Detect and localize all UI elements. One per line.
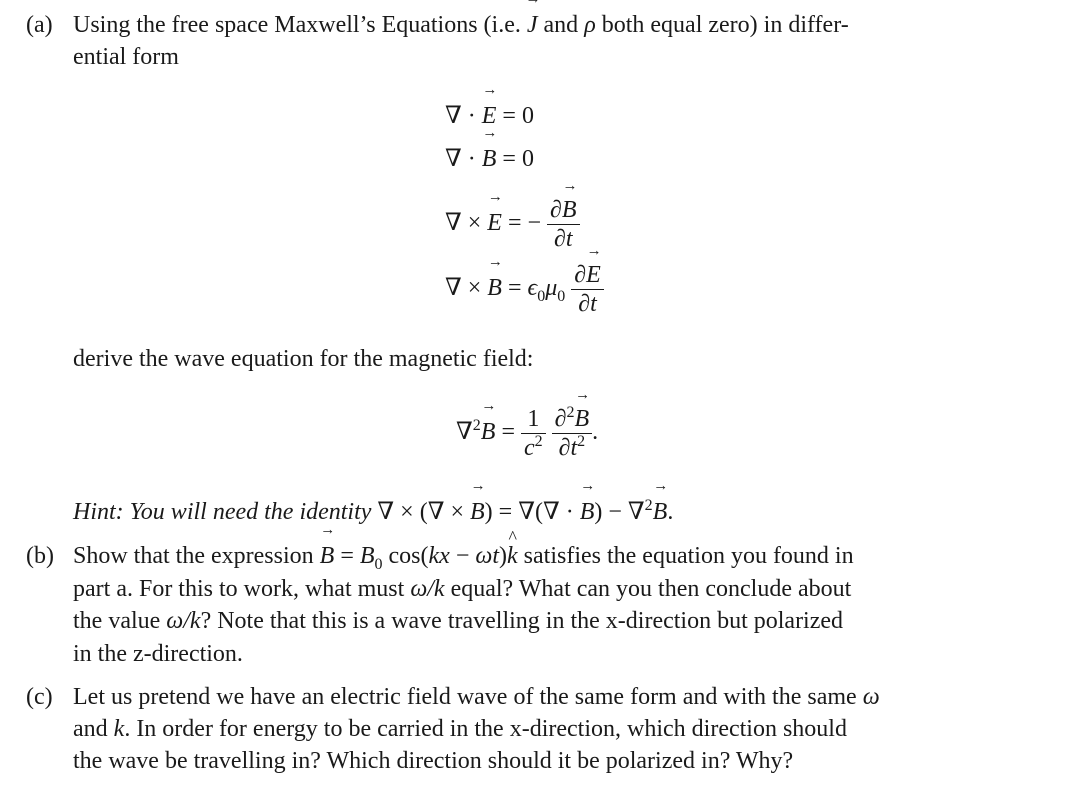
part-c-line2	[73, 713, 847, 745]
part-c-label: (c)	[26, 684, 53, 710]
part-b-line2	[73, 573, 851, 605]
current-density-symbol: → J	[527, 12, 538, 38]
maxwell-equation-1: ∇ · → E = 0	[445, 100, 534, 132]
magnetic-wave-expression: → $B = B_0$ cos(kx − ωt)^ k	[320, 543, 518, 569]
part-a-intro-tail: both equal zero) in differ-	[601, 12, 849, 38]
part-c-line2-start: and	[73, 716, 108, 742]
part-b-line2-start: part a. For this to work, what must	[73, 576, 405, 602]
part-a-label: (a)	[26, 12, 53, 38]
maxwell-equation-4: ∇ × → $B = \epsilon_0\mu_0$ $\frac{\partial\to E}{\partial t}$	[445, 261, 604, 318]
part-b-line1-end: satisfies the equation you found in	[523, 543, 854, 569]
part-b-line1-start: Show that the expression	[73, 543, 314, 569]
charge-density-symbol: ρ	[584, 12, 596, 38]
omega-over-k: ω/k	[410, 576, 445, 602]
omega-over-k-value: ω/k	[166, 608, 201, 634]
part-c-line3: the wave be travelling in? Which direction should it be polarized in? Why?	[73, 748, 794, 774]
omega-symbol: ω	[862, 684, 880, 710]
part-c-line2-end: . In order for energy to be carried in the x-direction, which direction should	[124, 716, 847, 742]
part-b-line3-end: ? Note that this is a wave travelling in the x-direction but polarized	[200, 608, 844, 634]
wave-coefficient-fraction: $\frac{1}{c^2}$	[521, 405, 546, 462]
vector-identity: ∇ × (∇ × → B) = ∇(∇ · → B) − ∇$^2$→ B.	[377, 499, 673, 525]
part-a-intro-line2: ential form	[73, 44, 179, 70]
part-a-intro-line1: Using the free space Maxwell’s Equations (i.e. → J and ρ both equal zero) in differ-	[73, 9, 849, 41]
part-a-intro-text: Using the free space Maxwell’s Equations (i.e.	[73, 12, 521, 38]
dB-dt-fraction: $\frac{\partial\to B}{\partial t}$	[547, 196, 580, 253]
part-b-line4: in the z-direction.	[73, 641, 243, 667]
hint-label: Hint: You will need the identity	[73, 499, 372, 525]
maxwell-equation-3: ∇ × → E = − $\frac{\partial\to B}{\partial t}$	[445, 196, 580, 253]
part-b-line2-end: equal? What can you then conclude about	[450, 576, 852, 602]
part-b-line3	[73, 605, 843, 637]
part-b-line3-start: the value	[73, 608, 161, 634]
maxwell-equation-2: ∇ · → B = 0	[445, 143, 534, 175]
wave-equation: ∇$^2$→ B = $\frac{1}{c^2}$ $\frac{\partial^2\to B}{\partial t^2}$ .	[456, 405, 598, 462]
second-derivative-fraction: $\frac{\partial^2\to B}{\partial t^2}$	[552, 405, 593, 462]
dE-dt-fraction: $\frac{\partial\to E}{\partial t}$	[571, 261, 604, 318]
part-c-line1-text: Let us pretend we have an electric field wave of the same form and with the same	[73, 684, 857, 710]
hint-line	[73, 496, 673, 528]
derive-wave-equation-text: derive the wave equation for the magnetic field:	[73, 346, 534, 372]
part-c-line1	[73, 681, 880, 713]
k-symbol: k	[113, 716, 125, 742]
part-b-label: (b)	[26, 543, 54, 569]
part-b-line1	[73, 540, 854, 572]
